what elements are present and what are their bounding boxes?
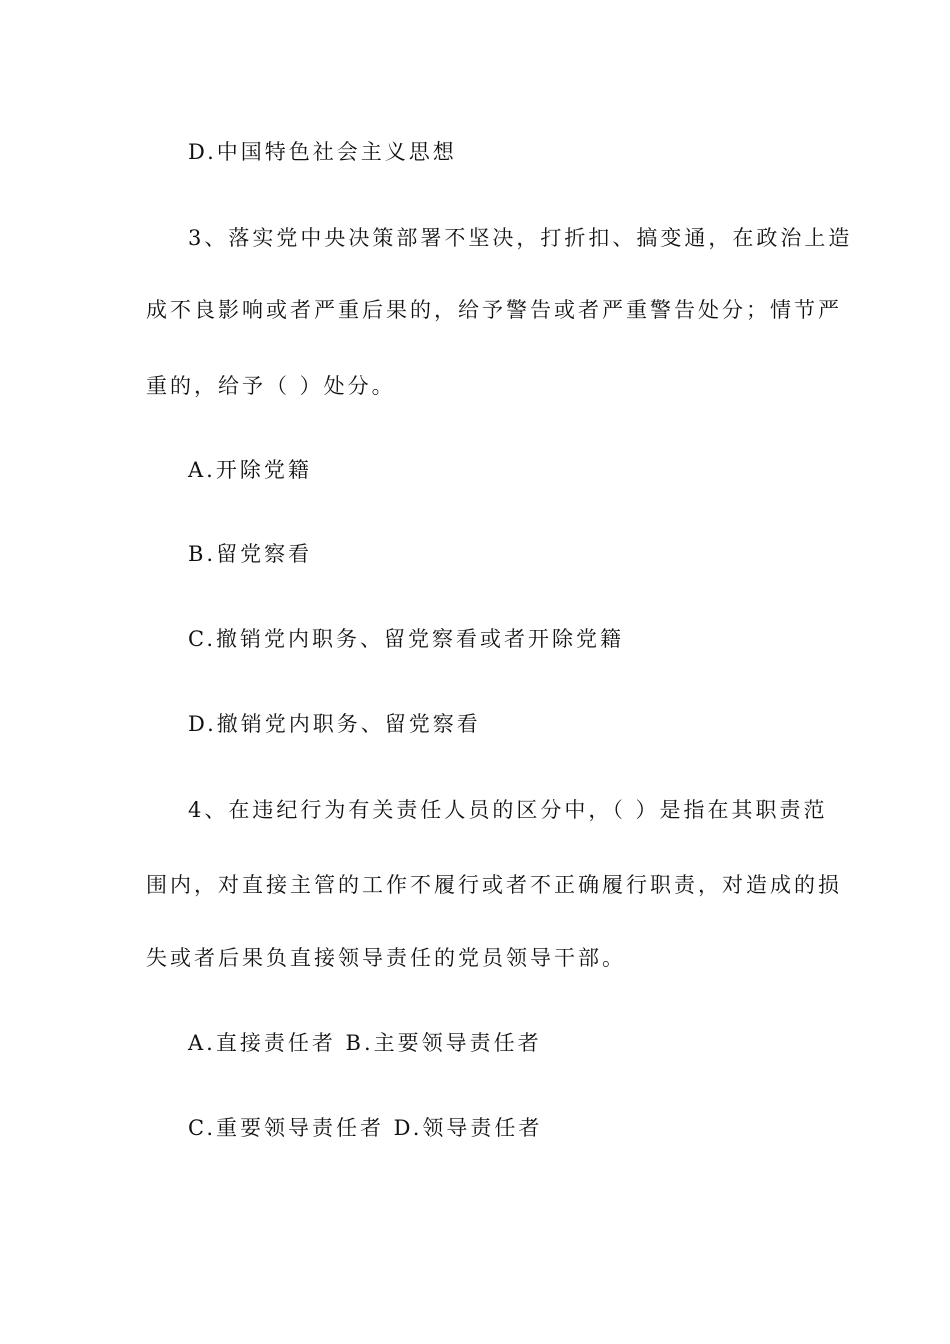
q3-option-b: B.留党察看 bbox=[188, 542, 313, 566]
q4-question-line-1: 4、在违纪行为有关责任人员的区分中，（ ）是指在其职责范 bbox=[188, 798, 828, 822]
q3-option-c: C.撤销党内职务、留党察看或者开除党籍 bbox=[188, 627, 624, 651]
q3-question-line-1: 3、落实党中央决策部署不坚决，打折扣、搞变通，在政治上造 bbox=[188, 226, 853, 250]
q4-options-cd: C.重要领导责任者 D.领导责任者 bbox=[188, 1116, 543, 1140]
q2-option-d: D.中国特色社会主义思想 bbox=[188, 140, 457, 164]
q3-question-line-3: 重的，给予（ ）处分。 bbox=[146, 374, 396, 398]
q3-option-d: D.撤销党内职务、留党察看 bbox=[188, 712, 481, 736]
q3-option-a: A.开除党籍 bbox=[188, 458, 312, 482]
q3-question-line-2: 成不良影响或者严重后果的，给予警告或者严重警告处分；情节严 bbox=[146, 298, 842, 322]
q4-question-line-2: 围内，对直接主管的工作不履行或者不正确履行职责，对造成的损 bbox=[146, 873, 842, 897]
q4-options-ab: A.直接责任者 B.主要领导责任者 bbox=[188, 1031, 542, 1055]
q4-question-line-3: 失或者后果负直接领导责任的党员领导干部。 bbox=[146, 946, 626, 970]
